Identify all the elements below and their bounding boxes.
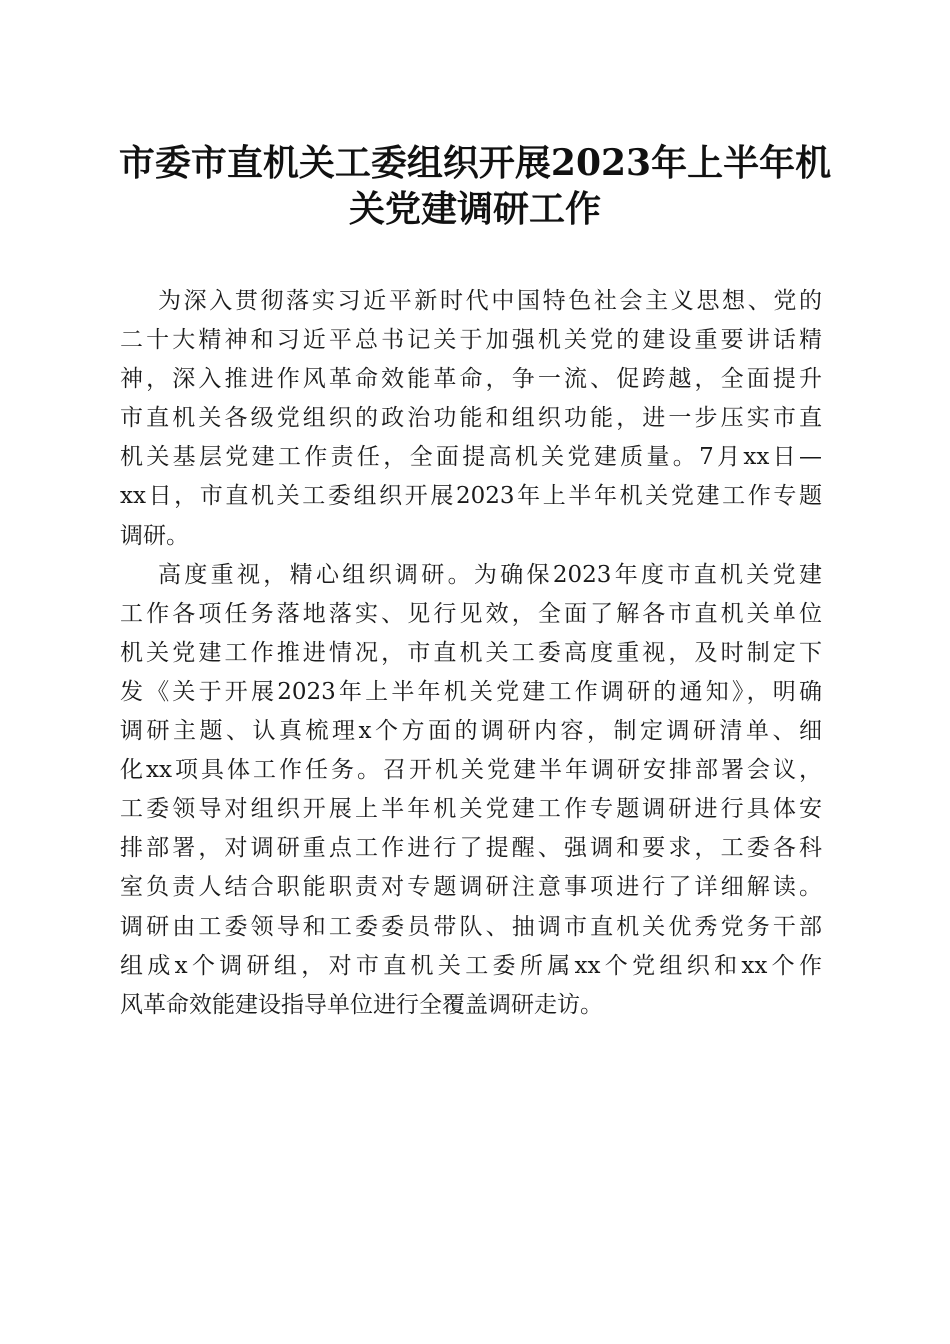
paragraph-line: 发《关于开展2023年上半年机关党建工作调研的通知》，明确 xyxy=(120,678,822,705)
paragraph-line: 神，深入推进作风革命效能革命，争一流、促跨越，全面提升 xyxy=(120,366,822,393)
paragraph-line: 二十大精神和习近平总书记关于加强机关党的建设重要讲话精 xyxy=(120,327,822,354)
title-line-2: 关党建调研工作 xyxy=(348,188,601,230)
paragraph-line: 工委领导对组织开展上半年机关党建工作专题调研进行具体安 xyxy=(120,796,822,823)
paragraph-intro xyxy=(120,282,822,556)
paragraph-line: 室负责人结合职能职责对专题调研注意事项进行了详细解读。 xyxy=(120,874,822,901)
paragraph-line: 机关基层党建工作责任，全面提高机关党建质量。7月xx日— xyxy=(120,444,822,471)
document-body xyxy=(120,282,822,1025)
title-line-1: 市委市直机关工委组织开展2023年上半年机 xyxy=(118,142,832,184)
paragraph-line: 市直机关各级党组织的政治功能和组织功能，进一步压实市直 xyxy=(120,405,822,432)
paragraph-line: 化xx项具体工作任务。召开机关党建半年调研安排部署会议， xyxy=(120,757,822,784)
paragraph-line: 风革命效能建设指导单位进行全覆盖调研走访。 xyxy=(120,991,603,1018)
paragraph-line: 排部署，对调研重点工作进行了提醒、强调和要求，工委各科 xyxy=(120,835,822,862)
paragraph-line: 机关党建工作推进情况，市直机关工委高度重视，及时制定下 xyxy=(120,639,822,666)
paragraph-line: 工作各项任务落地落实、见行见效，全面了解各市直机关单位 xyxy=(120,600,822,627)
paragraph-line: 高度重视，精心组织调研。为确保2023年度市直机关党建 xyxy=(158,561,822,588)
document-title xyxy=(100,140,850,232)
paragraph-line: 调研主题、认真梳理x个方面的调研内容，制定调研清单、细 xyxy=(120,718,822,745)
paragraph-line: 调研由工委领导和工委委员带队、抽调市直机关优秀党务干部 xyxy=(120,913,822,940)
paragraph-line: xx日，市直机关工委组织开展2023年上半年机关党建工作专题 xyxy=(120,483,822,510)
paragraph-line: 调研。 xyxy=(120,522,189,549)
paragraph-line: 组成x个调研组，对市直机关工委所属xx个党组织和xx个作 xyxy=(120,952,822,979)
paragraph-line: 为深入贯彻落实习近平新时代中国特色社会主义思想、党的 xyxy=(158,288,822,314)
paragraph-organization xyxy=(120,556,822,1025)
